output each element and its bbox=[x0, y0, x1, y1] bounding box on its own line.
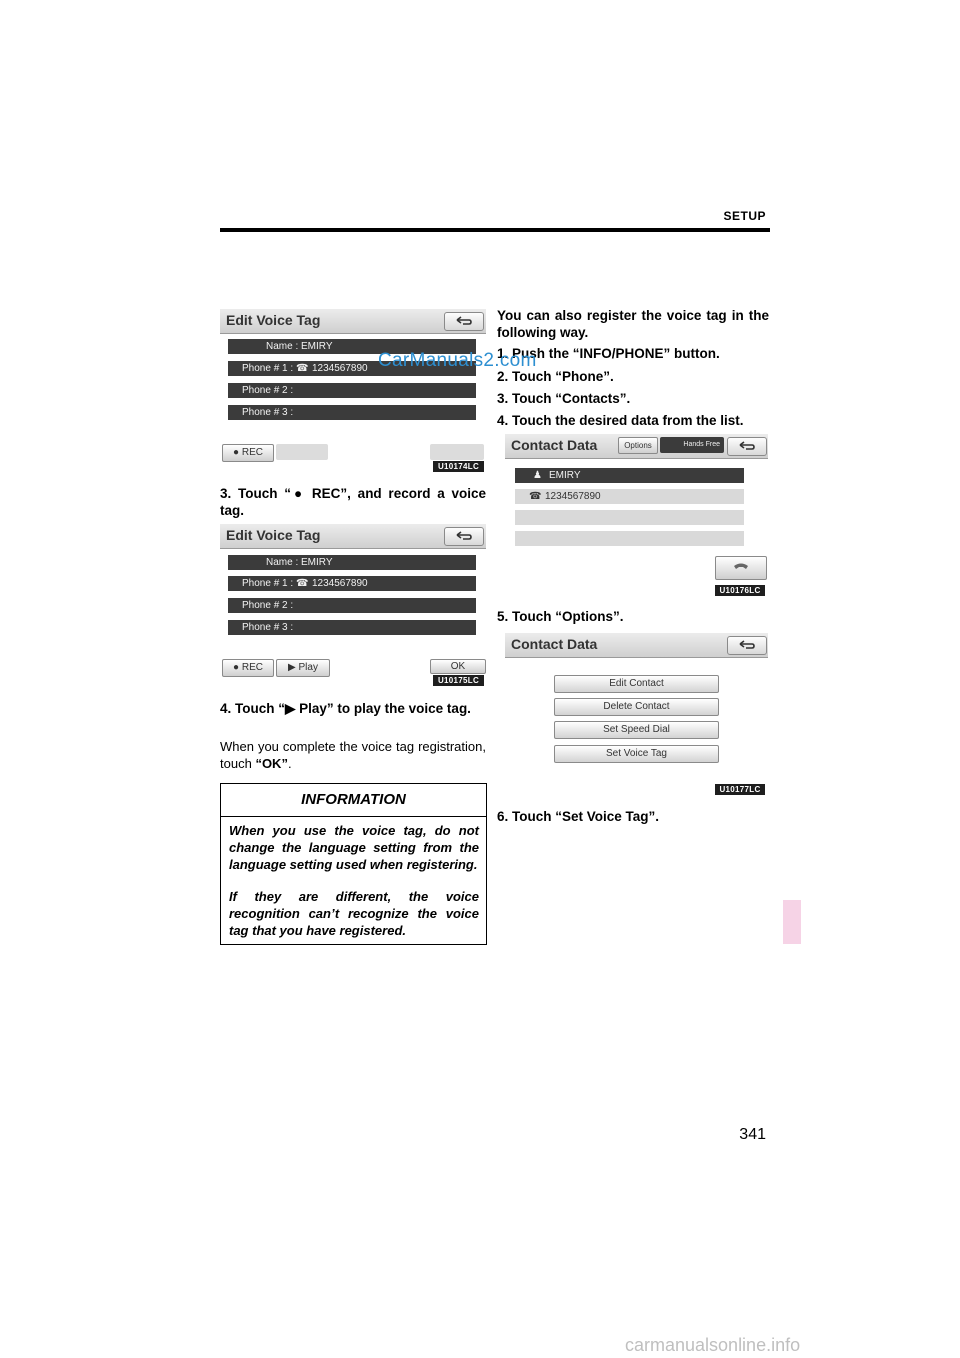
back-arrow-icon bbox=[738, 440, 756, 452]
empty-row bbox=[515, 510, 744, 525]
hands-free-button[interactable] bbox=[660, 437, 724, 453]
rec-label: REC bbox=[241, 662, 263, 673]
phone-1-row[interactable] bbox=[228, 576, 476, 591]
phone-3-label: Phone # 3 : bbox=[242, 407, 294, 418]
edit-voice-tag-screen-2 bbox=[220, 524, 486, 688]
play-button[interactable] bbox=[276, 659, 330, 677]
back-button[interactable] bbox=[727, 636, 767, 655]
play-button-disabled bbox=[276, 444, 328, 460]
edit-voice-tag-screen-1 bbox=[220, 309, 486, 475]
step-4-play: 4. Touch “▶ Play” to play the voice tag. bbox=[220, 701, 471, 716]
phone-3-row[interactable] bbox=[228, 405, 476, 420]
empty-row bbox=[515, 531, 744, 546]
phone-3-label: Phone # 3 : bbox=[242, 622, 294, 633]
delete-contact-button[interactable] bbox=[554, 698, 719, 716]
hands-free-label: Hands Free bbox=[683, 441, 720, 448]
ok-label: OK bbox=[450, 661, 466, 672]
section-tab bbox=[783, 900, 801, 944]
screen-title: Edit Voice Tag bbox=[226, 527, 321, 543]
person-icon: ♟ bbox=[533, 470, 542, 481]
figure-code: U10174LC bbox=[433, 461, 484, 472]
phone-icon: ☎ bbox=[529, 491, 542, 502]
screen-title: Contact Data bbox=[511, 437, 598, 453]
footer-watermark: carmanualsonline.info bbox=[625, 1335, 801, 1355]
phone-1-label: Phone # 1 : bbox=[242, 363, 294, 374]
record-dot-icon: ● bbox=[233, 447, 242, 458]
information-paragraph-1: When you use the voice tag, do not change the language setting from the language setting used when registering. bbox=[229, 823, 479, 872]
phone-icon: ☎ bbox=[296, 578, 309, 589]
contact-data-options-screen bbox=[505, 633, 768, 796]
phone-2-row[interactable] bbox=[228, 598, 476, 613]
right-step-5: 5. Touch “Options”. bbox=[497, 609, 624, 624]
phone-2-label: Phone # 2 : bbox=[242, 385, 294, 396]
ok-button[interactable] bbox=[430, 659, 486, 674]
right-step-1: 1. Push the “INFO/PHONE” button. bbox=[497, 346, 720, 361]
phone-3-row[interactable] bbox=[228, 620, 476, 635]
back-button[interactable] bbox=[444, 527, 484, 546]
screen-title-bar bbox=[220, 524, 486, 549]
contact-number-row[interactable] bbox=[515, 489, 744, 504]
right-step-4: 4. Touch the desired data from the list. bbox=[497, 413, 744, 428]
edit-contact-button[interactable] bbox=[554, 675, 719, 693]
handset-icon bbox=[733, 562, 749, 574]
name-row[interactable] bbox=[228, 555, 476, 570]
set-voice-tag-button[interactable] bbox=[554, 745, 719, 763]
screen-title-bar bbox=[505, 633, 768, 658]
screen-title-bar bbox=[505, 434, 768, 459]
back-button[interactable] bbox=[727, 437, 767, 456]
phone-2-row[interactable] bbox=[228, 383, 476, 398]
phone-1-number: 1234567890 bbox=[312, 578, 368, 589]
back-arrow-icon bbox=[455, 530, 473, 542]
phone-icon: ☎ bbox=[296, 363, 309, 374]
play-label: Play bbox=[298, 662, 318, 673]
back-button[interactable] bbox=[444, 312, 484, 331]
set-speed-dial-label: Set Speed Dial bbox=[603, 724, 670, 735]
right-step-6: 6. Touch “Set Voice Tag”. bbox=[497, 809, 660, 824]
ok-button-disabled bbox=[430, 444, 484, 460]
contact-name: EMIRY bbox=[549, 470, 581, 481]
delete-contact-label: Delete Contact bbox=[603, 701, 670, 712]
phone-1-number: 1234567890 bbox=[312, 363, 368, 374]
options-label: Options bbox=[624, 441, 652, 450]
right-step-2: 2. Touch “Phone”. bbox=[497, 369, 614, 384]
header-rule bbox=[220, 228, 770, 232]
name-label: Name : EMIRY bbox=[266, 341, 333, 352]
contact-number: 1234567890 bbox=[545, 491, 601, 502]
ok-emphasis: “OK” bbox=[255, 756, 288, 771]
back-arrow-icon bbox=[455, 315, 473, 327]
right-step-3: 3. Touch “Contacts”. bbox=[497, 391, 631, 406]
set-voice-tag-label: Set Voice Tag bbox=[606, 748, 667, 759]
section-title: SETUP bbox=[723, 209, 766, 223]
complete-instruction: When you complete the voice tag registration, touch “OK”. bbox=[220, 739, 486, 771]
figure-code: U10176LC bbox=[715, 585, 765, 596]
page-number: 341 bbox=[739, 1126, 766, 1143]
record-dot-icon: ● bbox=[233, 662, 242, 673]
right-intro: You can also register the voice tag in the following way. bbox=[497, 308, 769, 340]
phone-1-label: Phone # 1 : bbox=[242, 578, 294, 589]
call-button[interactable] bbox=[715, 556, 767, 580]
information-heading: INFORMATION bbox=[221, 784, 486, 817]
contact-data-screen bbox=[505, 434, 768, 596]
rec-button[interactable] bbox=[222, 659, 274, 677]
screen-title: Contact Data bbox=[511, 636, 598, 652]
contact-name-row[interactable] bbox=[515, 468, 744, 483]
name-label: Name : EMIRY bbox=[266, 557, 333, 568]
figure-code: U10175LC bbox=[433, 675, 484, 686]
screen-title: Edit Voice Tag bbox=[226, 312, 321, 328]
rec-button[interactable] bbox=[222, 444, 274, 462]
step-3-rec: 3. Touch “● REC”, and record a voice tag. bbox=[220, 486, 486, 518]
play-triangle-icon: ▶ bbox=[288, 662, 299, 673]
back-arrow-icon bbox=[738, 639, 756, 651]
options-button[interactable] bbox=[618, 437, 658, 454]
screen-title-bar bbox=[220, 309, 486, 334]
rec-label: REC bbox=[241, 447, 263, 458]
figure-code: U10177LC bbox=[715, 784, 765, 795]
phone-2-label: Phone # 2 : bbox=[242, 600, 294, 611]
set-speed-dial-button[interactable] bbox=[554, 721, 719, 739]
information-paragraph-2: If they are different, the voice recognition can’t recognize the voice tag that you have registered. bbox=[229, 889, 479, 938]
watermark-text: CarManuals2.com bbox=[378, 350, 537, 371]
information-box bbox=[220, 783, 487, 945]
edit-contact-label: Edit Contact bbox=[609, 678, 664, 689]
complete-text: When you complete the voice tag registration, touch bbox=[220, 739, 486, 771]
